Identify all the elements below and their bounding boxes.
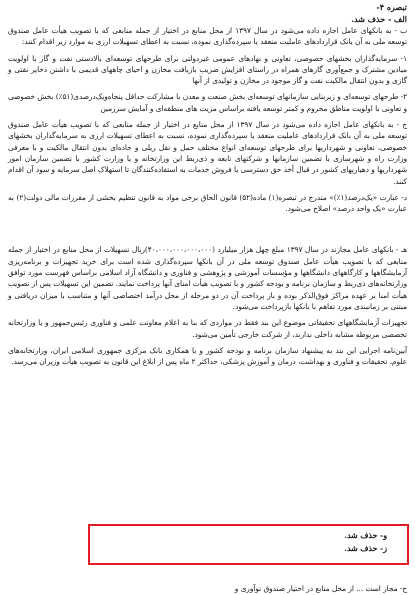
note-4-clause-b: ب - به بانکهای عامل اجازه داده می‌شود در سال ۱۳۹۷ از محل منابع در اختیار از جمله منابعی که با تصویب هیأت عامل صندوق توسعه ملی به آن بانک قراردادهای عاملیت منعقد یا سپرده‌گذاری نموده، نسبت به اعطای تسهیلات ارزی به موارد زیر اقدام کنند: xyxy=(8,26,407,47)
note-4-clause-b-item-2: ۲- طرحهای توسعه‌ای و زیربنایی سازمانهای توسعه‌ای بخش صنعت و معدن با مشارکت حداقل پنجاه‌ویک‌درصدی(۵۱٪) بخش خصوصی و تعاونی با اولویت مناطق محروم و کمتر توسعه یافته براساس مزیت های منطقه‌ای و آمایش سرزمین xyxy=(8,92,407,113)
note-4-clause-c: ج - به بانکهای عامل اجازه داده می‌شود در سال ۱۳۹۷ از محل منابع در اختیار از جمله منابعی که با تصویب هیأت عامل صندوق توسعه ملی به آن بانک قراردادهای عاملیت منعقد یا سپرده‌گذاری نموده، نسبت به اعطای تسهیلات ارزی به سرمایه‌گذاران بخشهای خصوصی، تعاونی و شهرداریها برای طرحهای توسعه‌ای انواع مختلف حمل و نقل ریلی و جاده‌ای بدون انتقال مالکیت و با معرفی وزارت راه و شهرسازی یا تضمین سازمانها و شرکتهای تابعه و ذی‌ربط این وزارتخانه و یا وزارت کشور با تضمین سازمان امور شهرداریها و دهیاریهای کشور در قبال أخذ حق دسترسی یا فروش خدمات به استفاده‌کنندگان تا استهلاک اصل سرمایه و سود آن اقدام کنند. xyxy=(8,120,407,186)
note-4-title: تبصره ۴- xyxy=(376,2,407,12)
note-4-section xyxy=(8,2,407,214)
clause-h-paragraph-2: تجهیزات آزمایشگاههای تحقیقاتی موضوع این بند فقط در مواردی که بنا به اعلام معاونت علمی و فناوری رئیس‌جمهور و یا وزارتخانه تخصصی مربوطه مشابه داخلی ندارند، از شرکت خارجی تأمین می‌شود. xyxy=(8,318,407,339)
clause-h-section xyxy=(8,244,407,367)
note-4-clause-a: الف - حذف شد. xyxy=(351,13,407,24)
note-4-clause-b-item-1: ۱- سرمایه‌گذاران بخشهای خصوصی، تعاونی و نهادهای عمومی غیردولتی برای طرحهای توسعه‌ای بالادستی نفت و گاز با اولویت میادین مشترک و جمع‌آوری گازهای همراه در راستای افزایش ضریب بازیافت مخازن و احیای چاههای قدیمی با داشتن ذخایر نفتی و گازی و بدون انتقال مالکیت نفت و گاز موجود در مخازن و تولیدی از آنها xyxy=(8,53,407,86)
clause-h-paragraph-1: هـ - بانکهای عامل مجازند در سال ۱۳۹۷ مبلغ چهل هزار میلیارد (۴۰،۰۰۰،۰۰۰،۰۰۰،۰۰۰)ریال تسهیلات از محل منابع در اختیار از جمله منابعی که با تصویب هیأت عامل صندوق توسعه ملی در آن بانکها سپرده‌گذاری شده است برای خرید تجهیزات و برنامه‌ریزی آزمایشگاهها و کارگاههای دانشگاهها و مؤسسات آموزشی و پژوهشی و فناوری و دانشگاه آزاد اسلامی براساس فهرست مورد توافق وزارتخانه‌های ذی‌ربط و سازمان برنامه و بودجه کشور و با تصویب هیأت امنای آنها پرداخت نمایند. تضمین این تسهیلات پس از تصویب هیأت امنا بر عهده مراکز فوق‌الذکر بوده و باز پرداخت آن در دو مرحله از محل درآمد اختصاصی آنها و متناسب با میزان دریافتی و مبتنی بر زمانبندی مورد تفاهم با بانکها بازپرداخت می‌شود. xyxy=(8,245,408,311)
red-highlight-box xyxy=(88,524,409,565)
cut-off-line: ح- مجاز است ... از محل منابع در اختیار صندوق نوآوری و xyxy=(234,584,407,593)
clause-z-deleted: ز- حذف شد. xyxy=(344,543,387,553)
clause-h-paragraph-3: آیین‌نامه اجرایی این بند به پیشنهاد سازمان برنامه و بودجه کشور و با همکاری بانک مرکزی جمهوری اسلامی ایران، وزارتخانه‌های علوم، تحقیقات و فناوری و بهداشت، درمان و آموزش پزشکی، حداکثر ۲ ماه پس از ابلاغ این قانون به تصویب هیأت وزیران می‌رسد. xyxy=(8,345,407,367)
note-4-clause-d: د- عبارت «یک‌درصد(۱٪)» مندرج در تبصره(۱) ماده(۵۲) قانون الحاق برخی مواد به قانون تنظیم بخشی از مقررات مالی دولت(۲) به عبارت «یک واحد درصد» اصلاح می‌شود. xyxy=(8,192,408,214)
clause-v-deleted: و- حذف شد. xyxy=(344,531,387,540)
